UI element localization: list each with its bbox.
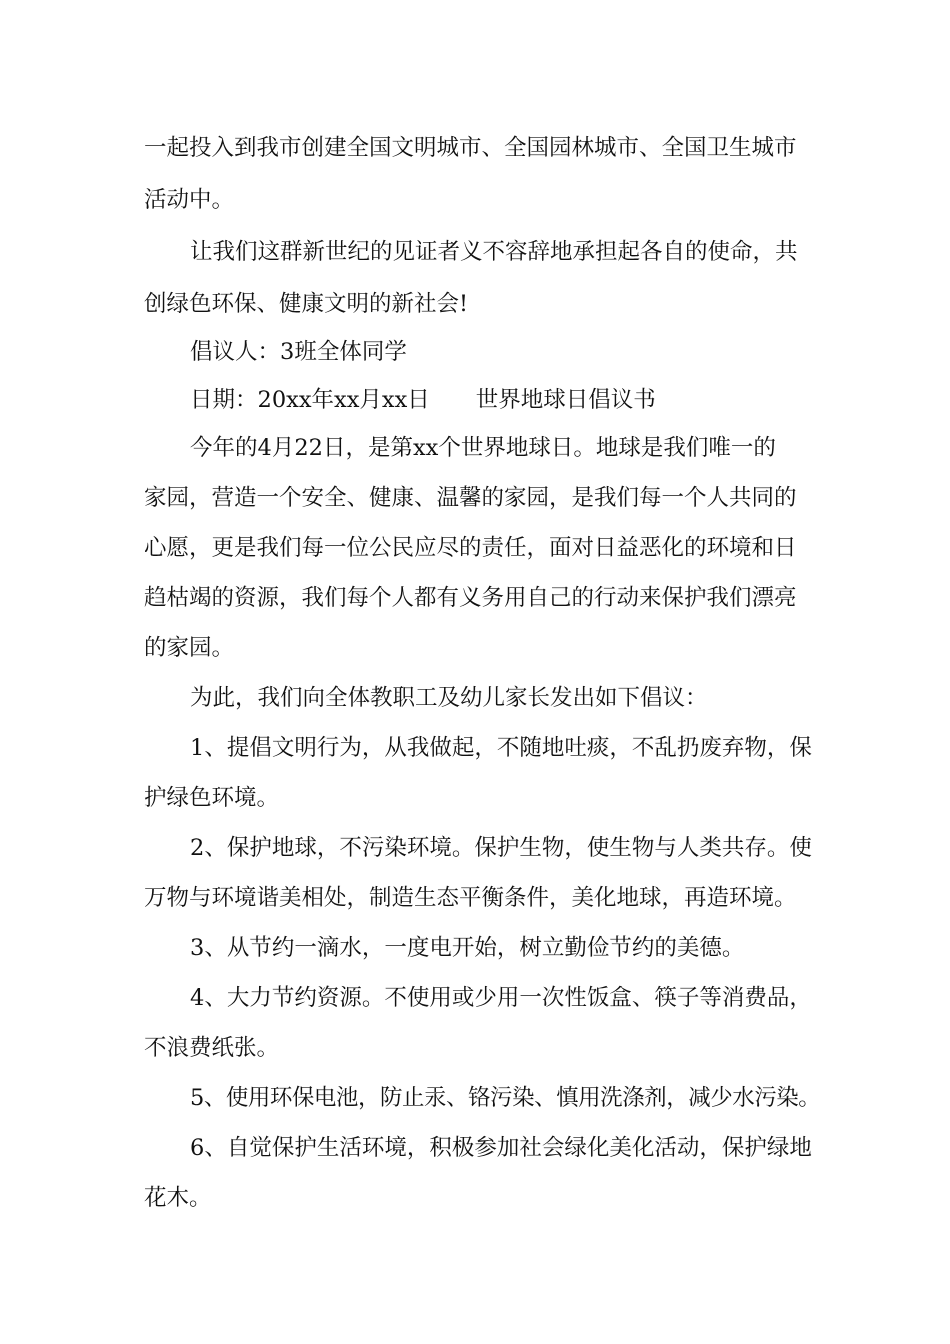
date-line (190, 385, 656, 415)
paragraph-line: 的家园。 (144, 635, 235, 661)
list-item-1-cont: 护绿色环境。 (144, 785, 280, 811)
list-item-2: 2、保护地球，不污染环境。保护生物，使生物与人类共存。使 (190, 835, 812, 861)
list-item-4-cont: 不浪费纸张。 (144, 1035, 280, 1061)
list-item-6: 6、自觉保护生活环境，积极参加社会绿化美化活动，保护绿地 (190, 1135, 812, 1161)
paragraph-line: 一起投入到我市创建全国文明城市、全国园林城市、全国卫生城市 (144, 135, 797, 161)
initiator-line: 倡议人：3班全体同学 (190, 339, 407, 365)
paragraph-line: 家园，营造一个安全、健康、温馨的家园，是我们每一个人共同的 (144, 485, 797, 511)
paragraph-line: 今年的4月22日，是第xx个世界地球日。地球是我们唯一的 (190, 435, 776, 461)
paragraph-line: 创绿色环保、健康文明的新社会! (144, 291, 469, 317)
list-item-4: 4、大力节约资源。不使用或少用一次性饭盒、筷子等消费品， (190, 985, 812, 1011)
document-title: 世界地球日倡议书 (475, 387, 656, 413)
list-item-6-cont: 花木。 (144, 1185, 212, 1211)
paragraph-line: 为此，我们向全体教职工及幼儿家长发出如下倡议： (190, 685, 708, 711)
list-item-5: 5、使用环保电池，防止汞、铬污染、慎用洗涤剂，减少水污染。 (190, 1085, 821, 1111)
paragraph-line: 活动中。 (144, 187, 235, 213)
list-item-1: 1、提倡文明行为，从我做起，不随地吐痰，不乱扔废弃物，保 (190, 735, 812, 761)
paragraph-line: 趋枯竭的资源，我们每个人都有义务用自己的行动来保护我们漂亮 (144, 585, 797, 611)
paragraph-line: 让我们这群新世纪的见证者义不容辞地承担起各自的使命，共 (190, 239, 798, 265)
date-text: 日期：20xx年xx月xx日 (190, 387, 430, 413)
list-item-2-cont: 万物与环境谐美相处，制造生态平衡条件，美化地球，再造环境。 (144, 885, 797, 911)
list-item-3: 3、从节约一滴水，一度电开始，树立勤俭节约的美德。 (190, 935, 745, 961)
paragraph-line: 心愿，更是我们每一位公民应尽的责任，面对日益恶化的环境和日 (144, 535, 797, 561)
